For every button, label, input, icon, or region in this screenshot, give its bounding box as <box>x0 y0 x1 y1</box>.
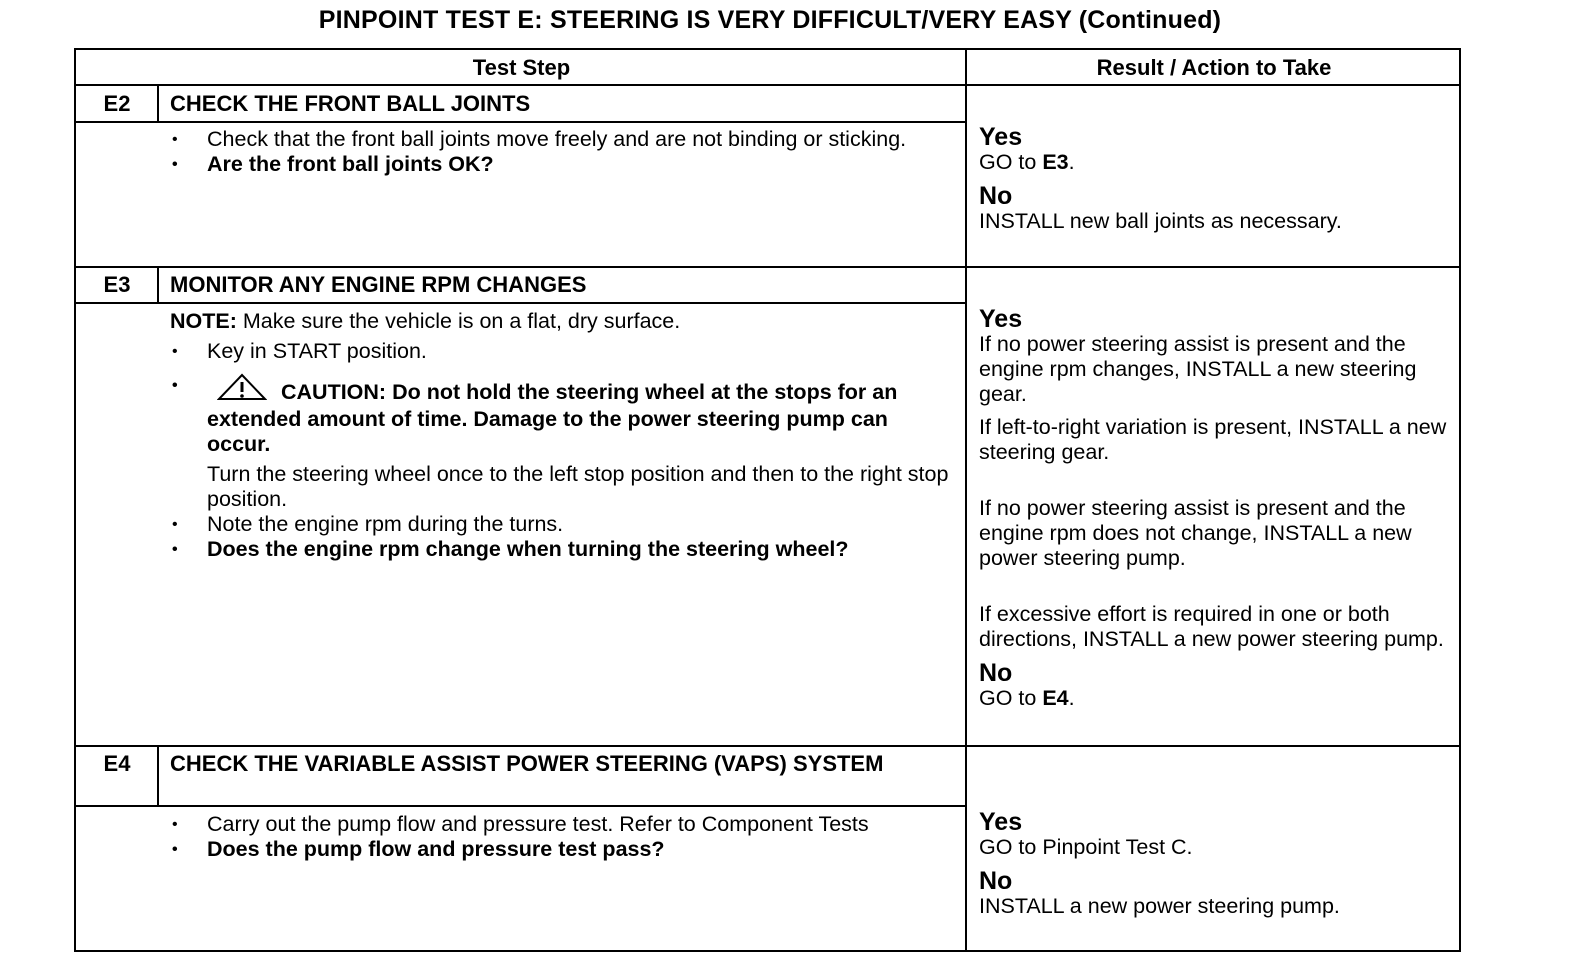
e2-bullet-2: • Are the front ball joints OK? <box>170 152 940 177</box>
e2-yes-label: Yes <box>979 123 1023 151</box>
e3-yes-text-1: If no power steering assist is present and the engine rpm changes, INSTALL a new steering gear. <box>979 332 1417 406</box>
e4-title-underline <box>76 805 967 807</box>
column-divider <box>965 50 967 952</box>
e2-yes-action: GO to E3. <box>979 150 1075 174</box>
e2-title-underline <box>76 121 967 123</box>
e3-bullet-4: • Does the engine rpm change when turning the steering wheel? <box>170 537 950 562</box>
page-title: PINPOINT TEST E: STEERING IS VERY DIFFICULT/VERY EASY (Continued) <box>318 6 1222 34</box>
e2-no-action: INSTALL new ball joints as necessary. <box>979 209 1342 233</box>
e4-bullet-1: • Carry out the pump flow and pressure test. Refer to Component Tests <box>170 812 940 837</box>
e2-step-body <box>170 127 940 177</box>
e2-step-title: CHECK THE FRONT BALL JOINTS <box>170 91 531 116</box>
pinpoint-test-table <box>74 48 1461 952</box>
e3-no-action: GO to E4. <box>979 686 1075 710</box>
e3-no-label: No <box>979 659 1013 687</box>
e4-result <box>979 809 1459 919</box>
e4-yes-label: Yes <box>979 808 1023 836</box>
e2-bullet-1: • Check that the front ball joints move freely and are not binding or sticking. <box>170 127 940 152</box>
row-separator-e2-e3 <box>76 266 1461 268</box>
e3-caution: • CAUTION: Do not hold the steering wheel at the stops for an extended amount of time. Damage to the power steering pump can occur. <box>170 373 950 457</box>
row-separator-e3-e4 <box>76 745 1461 747</box>
e3-bullet-3: • Note the engine rpm during the turns. <box>170 512 950 537</box>
e3-result <box>979 306 1459 711</box>
e4-step-id: E4 <box>103 751 131 776</box>
e3-turn-instruction: Turn the steering wheel once to the left stop position and then to the right stop position. <box>207 462 949 511</box>
e3-note: NOTE: Make sure the vehicle is on a flat, dry surface. <box>170 309 681 333</box>
e3-step-body <box>170 309 950 562</box>
e4-step-title: CHECK THE VARIABLE ASSIST POWER STEERING (VAPS) SYSTEM <box>170 751 884 776</box>
e3-step-title: MONITOR ANY ENGINE RPM CHANGES <box>170 272 587 297</box>
result-header: Result / Action to Take <box>967 50 1461 86</box>
e4-yes-action: GO to Pinpoint Test C. <box>979 835 1193 859</box>
e3-yes-text-2: If left-to-right variation is present, INSTALL a new steering gear. <box>979 415 1447 464</box>
e4-step-body <box>170 812 940 862</box>
e3-yes-label: Yes <box>979 305 1023 333</box>
e3-bullet-1: • Key in START position. <box>170 339 950 364</box>
e4-bullet-2: • Does the pump flow and pressure test pass? <box>170 837 940 862</box>
e3-title-underline <box>76 302 967 304</box>
e3-yes-text-3: If no power steering assist is present and the engine rpm does not change, INSTALL a new power steering pump. <box>979 496 1412 570</box>
test-step-header: Test Step <box>76 50 967 86</box>
e4-no-action: INSTALL a new power steering pump. <box>979 894 1340 918</box>
e2-step-id: E2 <box>103 91 131 116</box>
caution-warning-icon <box>217 373 267 407</box>
e3-yes-text-4: If excessive effort is required in one or both directions, INSTALL a new power steering pump. <box>979 602 1444 651</box>
e4-no-label: No <box>979 867 1013 895</box>
e3-step-id: E3 <box>103 272 131 297</box>
e2-result <box>979 124 1459 234</box>
e2-no-label: No <box>979 182 1013 210</box>
